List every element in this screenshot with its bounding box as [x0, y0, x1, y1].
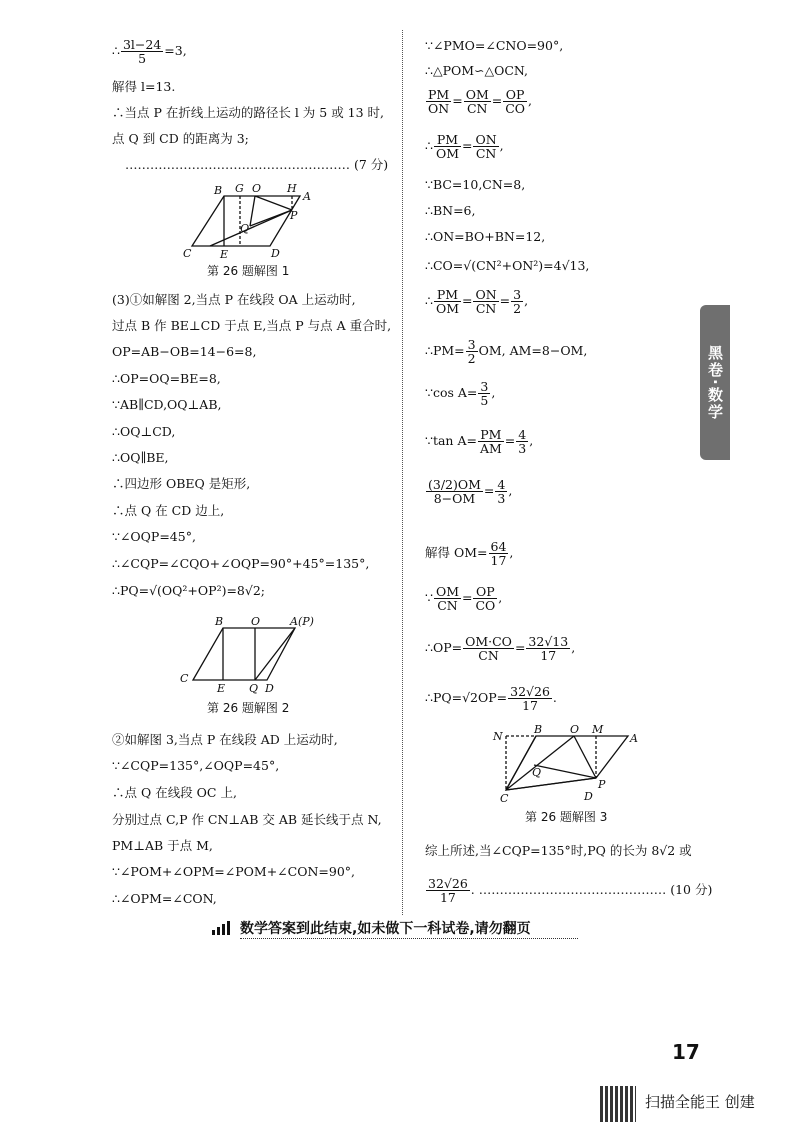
figure-1-caption: 第 26 题解图 1: [207, 264, 290, 278]
score-line: $\frac{32√26}{17}$ . ……………………………………… (10 分): [428, 876, 713, 905]
eq-line-1: ∴ $\frac{3l-24}{5}$ =3,: [112, 37, 187, 66]
fig3-label-D: D: [584, 790, 593, 803]
eq-line: ∴ $\frac{PM}{OM}$ = $\frac{ON}{CN}$ = $\frac{3}{2}$ ,: [425, 287, 529, 316]
fig3-label-C: C: [500, 792, 509, 805]
fig2-label-AP: A(P): [290, 615, 314, 628]
figure-3-caption: 第 26 题解图 3: [525, 810, 608, 824]
eq-line: $\frac{PM}{ON}$ = $\frac{OM}{CN}$ = $\frac{OP}{CO}$ ,: [428, 87, 533, 116]
fig3-label-M: M: [592, 723, 604, 736]
text-line: ∵∠CQP=135°,∠OQP=45°,: [112, 758, 280, 773]
column-divider: [402, 30, 403, 915]
text-line: 过点 B 作 BE⊥CD 于点 E,当点 P 与点 A 重合时,: [112, 318, 392, 333]
text-line: 点 Q 到 CD 的距离为 3;: [112, 131, 249, 146]
eq-line: 解得 OM= $\frac{64}{17}$ ,: [425, 539, 514, 568]
fig1-label-E: E: [220, 248, 229, 260]
text-line: ②如解图 3,当点 P 在线段 AD 上运动时,: [112, 732, 338, 747]
fig2-label-Q: Q: [249, 682, 259, 695]
text-line: ∴点 Q 在线段 OC 上,: [112, 785, 237, 800]
score-line: ……………………………………………… (7 分): [125, 157, 389, 172]
text-line: ∴△POM∽△OCN,: [425, 63, 529, 78]
fig3-label-Q: Q: [532, 766, 542, 779]
text-line: ∴PQ=√(OQ²+OP²)=8√2;: [112, 583, 266, 598]
text-line: ∵AB∥CD,OQ⊥AB,: [112, 397, 222, 412]
text-line: ∴四边形 OBEQ 是矩形,: [112, 476, 251, 491]
eq-line: ∴PQ=√2OP= $\frac{32√26}{17}$ .: [425, 684, 557, 713]
fig1-label-P: P: [290, 209, 298, 222]
fig3-label-P: P: [598, 778, 606, 791]
eq-line: ∴OP= $\frac{OM\cdot CO}{CN}$ = $\frac{32√13}{17}$ ,: [425, 634, 576, 663]
text-line: ∵BC=10,CN=8,: [425, 177, 526, 192]
text-line: ∴CO=√(CN²+ON²)=4√13,: [425, 258, 590, 273]
fig1-label-Q: Q: [240, 222, 250, 235]
fig2-label-O: O: [251, 615, 261, 628]
eq-line: ∵cos A= $\frac{3}{5}$ ,: [425, 379, 496, 408]
footer-dotted-line: [240, 938, 578, 939]
fig1-label-O: O: [252, 182, 262, 195]
text-line: ∴点 Q 在 CD 边上,: [112, 503, 225, 518]
text-line: ∵∠PMO=∠CNO=90°,: [425, 38, 564, 53]
eq-line: ∵ $\frac{OM}{CN}$ = $\frac{OP}{CO}$ ,: [425, 584, 503, 613]
fig1-label-D: D: [271, 247, 280, 260]
text-line: 解得 l=13.: [112, 79, 176, 94]
text-line: 分别过点 C,P 作 CN⊥AB 交 AB 延长线于点 N,: [112, 812, 382, 827]
fig1-label-B: B: [214, 184, 223, 197]
eq-line: ∴ $\frac{PM}{OM}$ = $\frac{ON}{CN}$ ,: [425, 132, 504, 161]
text-line: ∴当点 P 在折线上运动的路径长 l 为 5 或 13 时,: [112, 105, 385, 120]
figure-2-caption: 第 26 题解图 2: [207, 701, 290, 715]
eq-line: $\frac{(3/2)OM}{8-OM}$ = $\frac{4}{3}$ ,: [428, 477, 513, 506]
text-line: ∴∠CQP=∠CQO+∠OQP=90°+45°=135°,: [112, 556, 370, 571]
figure-1: [180, 180, 330, 260]
fig3-label-B: B: [534, 723, 543, 736]
fig2-label-C: C: [180, 672, 189, 685]
end-notice: 数学答案到此结束,如未做下一科试卷,请勿翻页: [240, 921, 531, 937]
figure-3: [488, 718, 648, 808]
text-line: 综上所述,当∠CQP=135°时,PQ 的长为 8√2 或: [425, 843, 692, 858]
fig1-label-G: G: [235, 182, 244, 195]
text-line: ∴∠OPM=∠CON,: [112, 891, 217, 906]
eq-line: ∵tan A= $\frac{PM}{AM}$ = $\frac{4}{3}$ ,: [425, 427, 534, 456]
fig1-label-H: H: [287, 182, 297, 195]
figure-2: [175, 610, 325, 695]
fig3-label-A: A: [630, 732, 638, 745]
page-number: 17: [672, 1040, 700, 1064]
qr-code-icon: [600, 1086, 636, 1122]
text-line: ∴BN=6,: [425, 203, 476, 218]
text-line: ∴OQ∥BE,: [112, 450, 169, 465]
fig2-label-E: E: [217, 682, 226, 695]
scanner-brand: 扫描全能王 创建: [645, 1093, 755, 1111]
text-line: ∵∠POM+∠OPM=∠POM+∠CON=90°,: [112, 864, 355, 879]
text-line: ∴ON=BO+BN=12,: [425, 229, 546, 244]
side-tab: 黑卷·数学: [700, 305, 730, 460]
text-line: PM⊥AB 于点 M,: [112, 838, 213, 853]
text-line: (3)①如解图 2,当点 P 在线段 OA 上运动时,: [112, 292, 356, 307]
fig3-label-O: O: [570, 723, 580, 736]
text-line: ∴OQ⊥CD,: [112, 424, 176, 439]
text-line: ∴OP=OQ=BE=8,: [112, 371, 221, 386]
fig1-label-C: C: [183, 247, 192, 260]
fig2-label-B: B: [215, 615, 224, 628]
bar-icon: [212, 921, 230, 935]
text-line: ∵∠OQP=45°,: [112, 529, 196, 544]
text-line: OP=AB−OB=14−6=8,: [112, 344, 257, 359]
fig2-label-D: D: [265, 682, 274, 695]
fig3-label-N: N: [493, 730, 503, 743]
fig1-label-A: A: [303, 190, 311, 203]
eq-line: ∴PM= $\frac{3}{2}$ OM, AM=8−OM,: [425, 337, 588, 366]
